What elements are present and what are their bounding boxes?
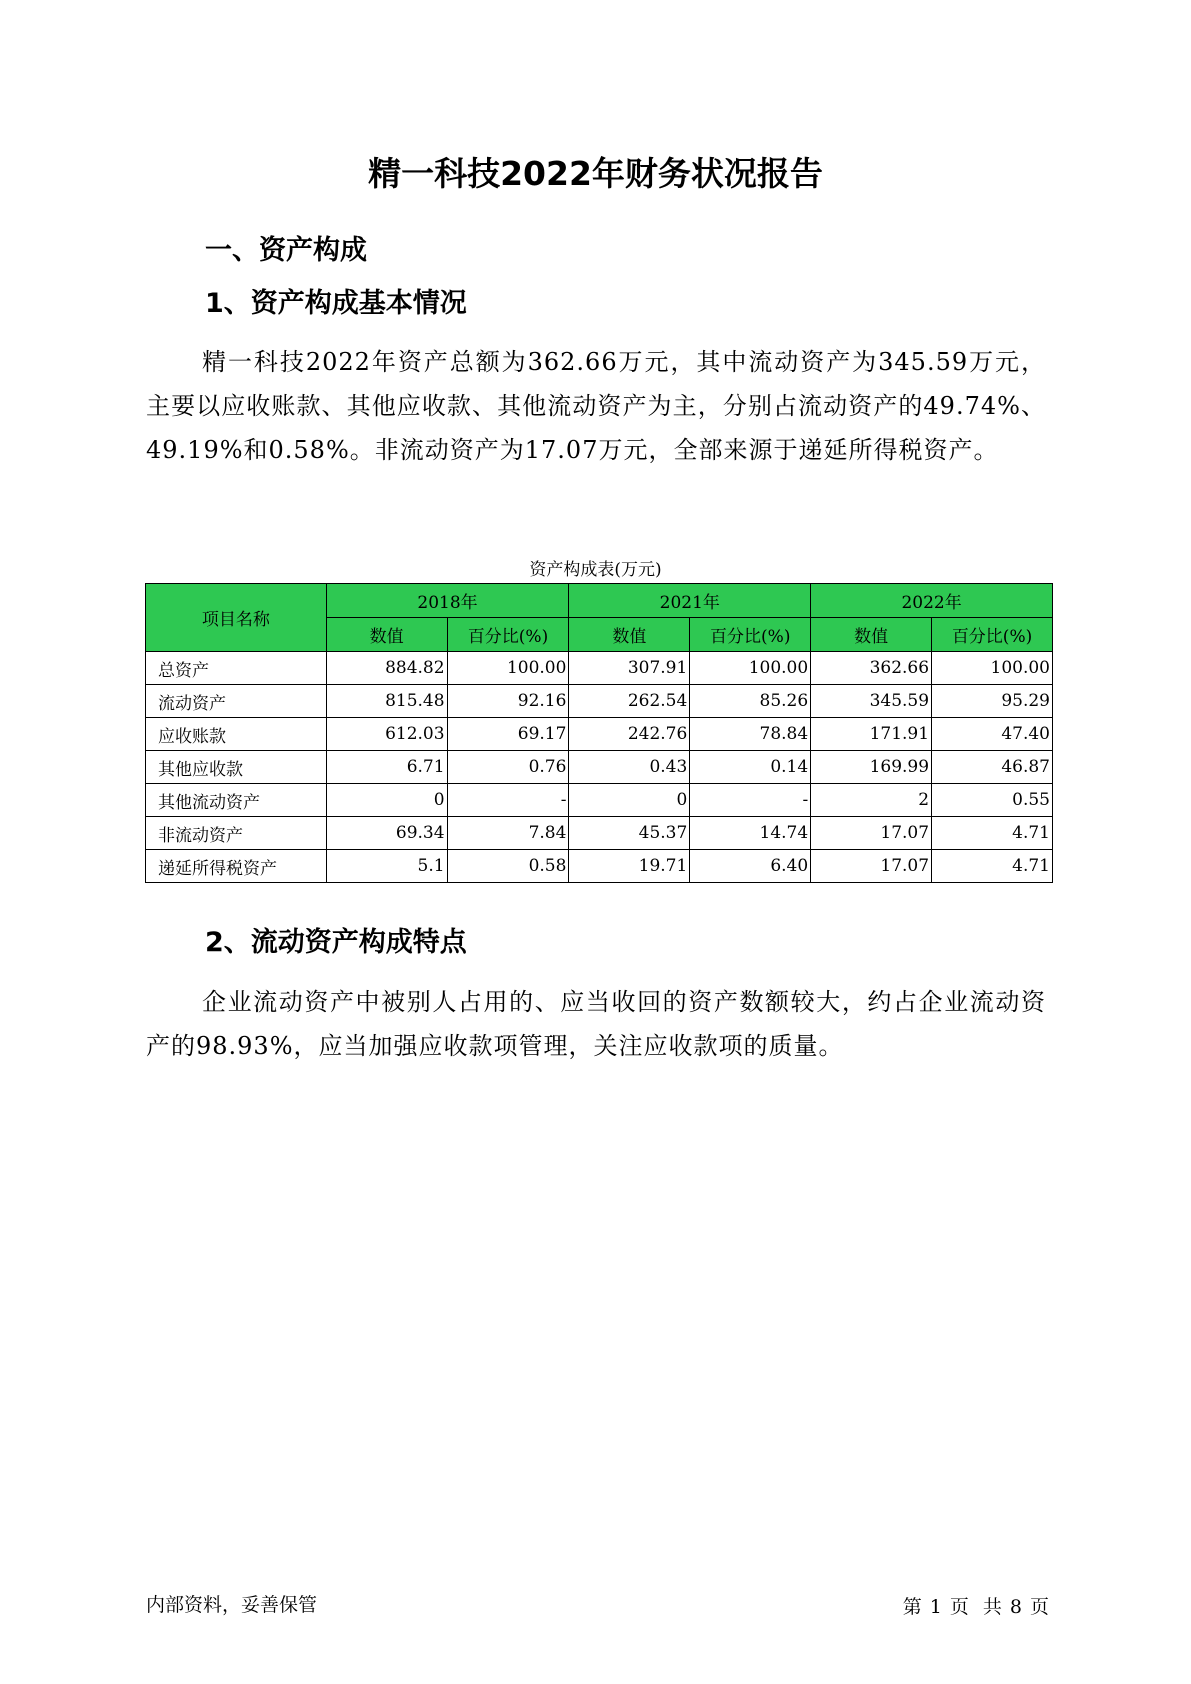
page-prefix: 第 xyxy=(902,1596,922,1618)
header-value: 数值 xyxy=(811,618,932,652)
header-value: 数值 xyxy=(569,618,690,652)
header-year: 2021年 xyxy=(569,584,811,618)
page-title: 精一科技2022年财务状况报告 xyxy=(368,154,823,193)
header-percent: 百分比(%) xyxy=(690,618,811,652)
page-mid: 页 xyxy=(949,1596,969,1618)
header-value: 数值 xyxy=(326,618,447,652)
table-cell: 262.54 xyxy=(569,685,690,718)
row-label: 流动资产 xyxy=(146,685,327,718)
table-cell: 0.55 xyxy=(932,784,1053,817)
table-cell: 0 xyxy=(569,784,690,817)
table-row xyxy=(146,784,1053,817)
table-cell: - xyxy=(690,784,811,817)
table-row xyxy=(146,685,1053,718)
table-cell: 2 xyxy=(811,784,932,817)
table-cell: 884.82 xyxy=(326,652,447,685)
table-cell: 307.91 xyxy=(569,652,690,685)
table-cell: 0.43 xyxy=(569,751,690,784)
table-cell: 0.76 xyxy=(447,751,569,784)
table-cell: 95.29 xyxy=(932,685,1053,718)
table-cell: 4.71 xyxy=(932,817,1053,850)
row-label: 递延所得税资产 xyxy=(146,850,327,883)
table-cell: 17.07 xyxy=(811,817,932,850)
table-cell: 19.71 xyxy=(569,850,690,883)
header-year: 2018年 xyxy=(326,584,569,618)
section-heading-asset-composition: 一、资产构成 xyxy=(205,235,367,266)
table-cell: 6.40 xyxy=(690,850,811,883)
total-num: 8 xyxy=(1009,1596,1022,1618)
table-cell: 69.17 xyxy=(447,718,569,751)
table-cell: 362.66 xyxy=(811,652,932,685)
table-cell: 4.71 xyxy=(932,850,1053,883)
footer-page-number xyxy=(899,1592,1053,1619)
table-cell: 7.84 xyxy=(447,817,569,850)
row-label: 其他应收款 xyxy=(146,751,327,784)
subsection-heading-basic: 1、资产构成基本情况 xyxy=(205,288,467,319)
table-cell: 612.03 xyxy=(326,718,447,751)
table-caption: 资产构成表(万元) xyxy=(529,560,662,580)
table-cell: 100.00 xyxy=(690,652,811,685)
table-cell: - xyxy=(447,784,569,817)
table-cell: 85.26 xyxy=(690,685,811,718)
page-num: 1 xyxy=(929,1596,942,1618)
paragraph-basic-situation: 精一科技2022年资产总额为362.66万元，其中流动资产为345.59万元，主要以应收账款、其他应收款、其他流动资产为主，分别占流动资产的49.74%、49.19%和0.58%。非流动资产为17.07万元，全部来源于递延所得税资产。 xyxy=(146,348,1046,464)
table-cell: 17.07 xyxy=(811,850,932,883)
table-cell: 100.00 xyxy=(447,652,569,685)
asset-composition-table xyxy=(145,583,1053,883)
table-row xyxy=(146,817,1053,850)
footer-confidential: 内部资料，妥善保管 xyxy=(146,1594,318,1616)
table-cell: 0.58 xyxy=(447,850,569,883)
table-cell: 242.76 xyxy=(569,718,690,751)
table-cell: 0 xyxy=(326,784,447,817)
table-cell: 6.71 xyxy=(326,751,447,784)
total-prefix: 共 xyxy=(982,1596,1002,1618)
table-cell: 69.34 xyxy=(326,817,447,850)
table-cell: 46.87 xyxy=(932,751,1053,784)
table-row xyxy=(146,652,1053,685)
table-cell: 0.14 xyxy=(690,751,811,784)
table-cell: 100.00 xyxy=(932,652,1053,685)
table-cell: 815.48 xyxy=(326,685,447,718)
table-cell: 78.84 xyxy=(690,718,811,751)
table-cell: 47.40 xyxy=(932,718,1053,751)
table-cell: 92.16 xyxy=(447,685,569,718)
table-cell: 14.74 xyxy=(690,817,811,850)
row-label: 总资产 xyxy=(146,652,327,685)
table-cell: 5.1 xyxy=(326,850,447,883)
table-cell: 45.37 xyxy=(569,817,690,850)
total-suffix: 页 xyxy=(1029,1596,1049,1618)
header-percent: 百分比(%) xyxy=(932,618,1053,652)
table-cell: 171.91 xyxy=(811,718,932,751)
row-label: 其他流动资产 xyxy=(146,784,327,817)
table-row xyxy=(146,718,1053,751)
table-cell: 169.99 xyxy=(811,751,932,784)
table-cell: 345.59 xyxy=(811,685,932,718)
header-percent: 百分比(%) xyxy=(447,618,569,652)
subsection-heading-current-assets: 2、流动资产构成特点 xyxy=(205,927,467,958)
paragraph-current-assets: 企业流动资产中被别人占用的、应当收回的资产数额较大，约占企业流动资产的98.93%，应当加强应收款项管理，关注应收款项的质量。 xyxy=(146,988,1046,1060)
header-item-name: 项目名称 xyxy=(146,584,327,652)
row-label: 非流动资产 xyxy=(146,817,327,850)
row-label: 应收账款 xyxy=(146,718,327,751)
table-row xyxy=(146,751,1053,784)
table-row xyxy=(146,850,1053,883)
header-year: 2022年 xyxy=(811,584,1053,618)
